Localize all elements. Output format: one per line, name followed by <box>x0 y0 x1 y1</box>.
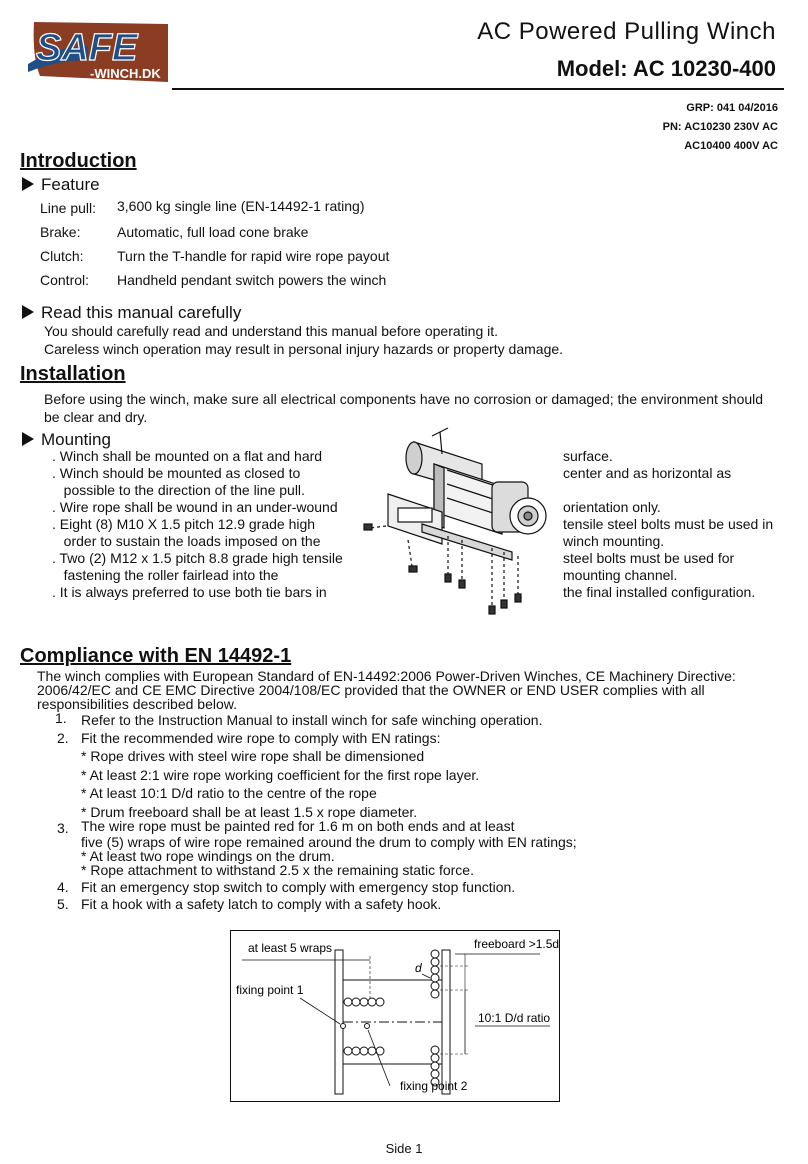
mount-right-line: surface. <box>563 448 613 464</box>
list-item: Fit the recommended wire rope to comply with EN ratings: <box>81 730 441 746</box>
freeboard-label: freeboard >1.5d <box>474 937 560 951</box>
document-title: AC Powered Pulling Winch <box>477 18 776 45</box>
installation-body-line-1: Before using the winch, make sure all electrical components have no corrosion or damaged; the environment should <box>44 391 764 407</box>
list-subitem: * Rope attachment to withstand 2.5 x the remaining static force. <box>81 862 474 878</box>
installation-body-line-2: be clear and dry. <box>44 409 148 425</box>
mount-right-line: winch mounting. <box>563 533 665 549</box>
feature-label-clutch: Clutch: <box>40 248 84 264</box>
triangle-bullet-icon <box>22 432 34 446</box>
mount-left-line: . It is always preferred to use both tie bars in <box>52 584 327 600</box>
fixing-point-2-label: fixing point 2 <box>400 1079 468 1093</box>
feature-subheading: Feature <box>22 175 100 195</box>
list-item: Refer to the Instruction Manual to install winch for safe winching operation. <box>81 712 543 728</box>
header-rule <box>172 88 784 90</box>
part-number-400v: AC10400 400V AC <box>684 140 778 152</box>
compliance-intro-line-3: responsibilities described below. <box>37 696 237 712</box>
mount-right-line: steel bolts must be used for <box>563 550 735 566</box>
mount-left-line: . Wire rope shall be wound in an under-wound <box>52 499 338 515</box>
mount-right-line <box>563 482 773 499</box>
introduction-heading: Introduction <box>20 150 137 172</box>
page-number: Side 1 <box>385 1141 423 1156</box>
model-number: Model: AC 10230-400 <box>556 56 776 81</box>
mount-left-line: . Two (2) M12 x 1.5 pitch 8.8 grade high tensile <box>52 550 343 566</box>
logo-main-text: SAFE <box>36 27 138 69</box>
mount-left-line: fastening the roller fairlead into the <box>52 567 279 583</box>
mount-right-line: orientation only. <box>563 499 661 515</box>
installation-heading: Installation <box>20 363 126 385</box>
list-item: The wire rope must be painted red for 1.6 m on both ends and at least <box>81 818 515 834</box>
triangle-bullet-icon <box>22 177 34 191</box>
list-subitem: * At least 2:1 wire rope working coefficient for the first rope layer. <box>81 767 480 783</box>
mount-left-line: . Winch should be mounted as closed to <box>52 465 301 481</box>
triangle-bullet-icon <box>22 305 34 319</box>
list-item: Fit a hook with a safety latch to comply with a safety hook. <box>81 896 442 912</box>
mounting-right-text <box>563 448 773 601</box>
ratio-label: 10:1 D/d ratio <box>478 1011 551 1025</box>
mount-left-line: order to sustain the loads imposed on the <box>52 533 321 549</box>
mount-right-line: tensile steel bolts must be used in <box>563 516 774 532</box>
mount-right-line: the final installed configuration. <box>563 584 756 600</box>
read-manual-line-2: Careless winch operation may result in personal injury hazards or property damage. <box>44 341 564 357</box>
feature-label-brake: Brake: <box>40 224 81 240</box>
list-number: 2. <box>57 730 69 746</box>
list-subitem: * At least 10:1 D/d ratio to the centre of the rope <box>81 785 377 801</box>
mount-left-line: possible to the direction of the line pull. <box>52 482 305 498</box>
list-subitem: five (5) wraps of wire rope remained around the drum to comply with EN ratings; <box>81 834 577 850</box>
winch-mounting-illustration <box>352 424 560 624</box>
list-number: 1. <box>55 710 67 726</box>
mount-right-line: mounting channel. <box>563 567 678 583</box>
list-subitem: * Rope drives with steel wire rope shall be dimensioned <box>81 748 425 764</box>
mount-right-line: center and as horizontal as <box>563 465 732 481</box>
feature-value-clutch: Turn the T-handle for rapid wire rope payout <box>117 248 390 264</box>
d-label: d <box>415 961 422 975</box>
mounting-left-text <box>52 448 343 601</box>
grp-code: GRP: 041 04/2016 <box>686 102 778 114</box>
feature-label-line-pull: Line pull: <box>40 200 97 216</box>
part-number-230v: PN: AC10230 230V AC <box>662 121 778 133</box>
drum-freeboard-diagram <box>230 930 560 1102</box>
feature-label-control: Control: <box>40 272 90 288</box>
fixing-point-1-label: fixing point 1 <box>236 983 304 997</box>
read-manual-line-1: You should carefully read and understand this manual before operating it. <box>44 323 499 339</box>
feature-value-control: Handheld pendant switch powers the winch <box>117 272 387 288</box>
compliance-intro-line-2: 2006/42/EC and CE EMC Directive 2004/108/EC provided that the OWNER or END USER complies with all <box>37 682 705 698</box>
compliance-heading: Compliance with EN 14492-1 <box>20 645 292 667</box>
compliance-intro-line-1: The winch complies with European Standard of EN-14492:2006 Power-Driven Winches, CE Machinery Directive: <box>37 668 736 684</box>
wraps-label: at least 5 wraps <box>248 941 333 955</box>
feature-value-brake: Automatic, full load cone brake <box>117 224 309 240</box>
list-item: Fit an emergency stop switch to comply with emergency stop function. <box>81 879 516 895</box>
list-number: 5. <box>57 896 69 912</box>
list-number: 3. <box>57 820 69 836</box>
mount-left-line: . Eight (8) M10 X 1.5 pitch 12.9 grade high <box>52 516 316 532</box>
safe-winch-logo <box>28 16 174 88</box>
list-subitem: * Drum freeboard shall be at least 1.5 x rope diameter. <box>81 804 418 820</box>
mount-left-line: . Winch shall be mounted on a flat and hard <box>52 448 323 464</box>
read-manual-subheading: Read this manual carefully <box>22 303 241 323</box>
list-subitem: * At least two rope windings on the drum. <box>81 848 335 864</box>
logo-sub-text: -WINCH.DK <box>90 66 161 81</box>
feature-value-line-pull: 3,600 kg single line (EN-14492-1 rating) <box>117 198 365 214</box>
list-number: 4. <box>57 879 69 895</box>
mounting-subheading: Mounting <box>22 430 111 450</box>
